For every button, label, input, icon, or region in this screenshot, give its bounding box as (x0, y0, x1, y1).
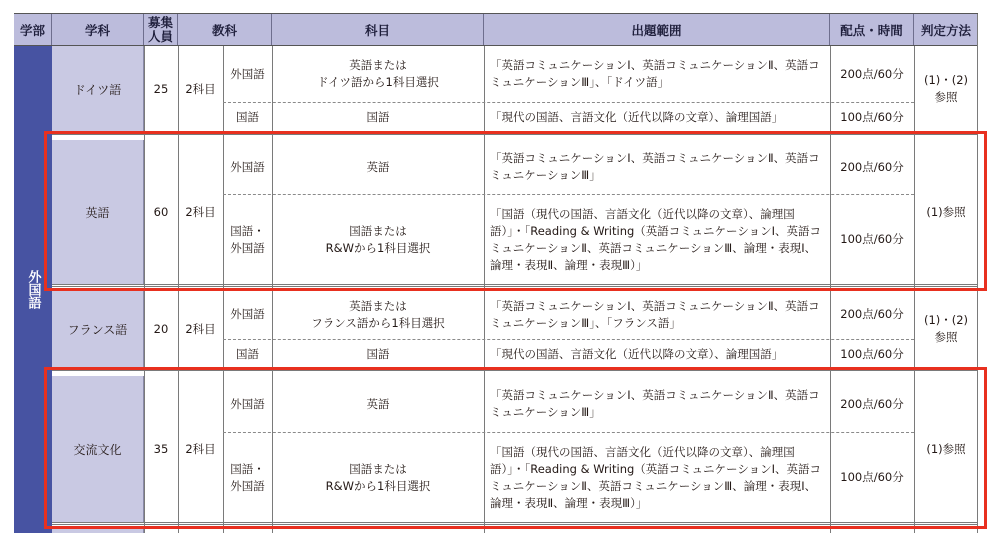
points-time: 200点/60分 (840, 159, 904, 174)
exam-range: 「現代の国語、言語文化（近代以降の文章）、論理国語」 (490, 346, 784, 361)
points-time: 200点/60分 (840, 396, 904, 411)
exam-range: 「国語（現代の国語、言語文化（近代以降の文章）、論理国語）」・「Reading & Writing（英語コミュニケーションⅠ、英語コミュニケーションⅡ、英語コミュニケーションⅢ、論理・表現Ⅰ、論理・表現Ⅱ、論理・表現Ⅲ）」 (490, 206, 821, 272)
header-subject: 科目 (272, 14, 484, 46)
points-time: 200点/60分 (840, 307, 904, 321)
judgement-method: (1)参照 (926, 441, 966, 456)
department-name: 交流文化 (52, 376, 144, 522)
department-name: 英語 (52, 140, 144, 284)
subject-name: 国語または R&Wから1科目選択 (325, 461, 431, 493)
capacity: 25 (153, 81, 169, 96)
subject-name: 英語 (366, 159, 390, 174)
num-subjects: 2科目 (185, 204, 216, 219)
num-subjects: 2科目 (185, 81, 216, 96)
subject-name: 国語 (366, 110, 390, 124)
subject-name: 英語または フランス語から1科目選択 (311, 298, 445, 330)
header-points: 配点・時間 (830, 14, 914, 46)
header-faculty: 学部 (14, 14, 52, 46)
highlight-box-cultural-exchange (44, 367, 987, 529)
header-capacity: 募集人員 (144, 14, 178, 46)
points-time: 100点/60分 (840, 470, 904, 484)
subject-category: 外国語 (230, 396, 265, 411)
capacity: 35 (153, 441, 169, 456)
header-department: 学科 (52, 14, 144, 46)
judgement-method: (1)参照 (926, 204, 966, 219)
points-time: 100点/60分 (840, 232, 904, 246)
subject-category: 国語・ 外国語 (230, 223, 265, 255)
exam-range: 「国語（現代の国語、言語文化（近代以降の文章）、論理国語）」・「Reading & Writing（英語コミュニケーションⅠ、英語コミュニケーションⅡ、英語コミュニケーションⅢ、論理・表現Ⅰ、論理・表現Ⅱ、論理・表現Ⅲ）」 (490, 444, 821, 510)
header-range: 出題範囲 (484, 14, 830, 46)
subject-category: 外国語 (230, 307, 265, 321)
num-subjects: 2科目 (185, 441, 216, 456)
subject-category: 国語 (236, 110, 259, 124)
subject-category: 国語・ 外国語 (230, 461, 265, 493)
subject-name: 英語 (366, 396, 390, 411)
subject-name: 英語または ドイツ語から1科目選択 (317, 58, 439, 89)
judgement-method: (1)・(2)参照 (923, 73, 969, 104)
department-name: フランス語 (52, 290, 144, 368)
subject-name: 国語 (366, 346, 390, 361)
judgement-method: (1)・(2)参照 (923, 313, 969, 344)
subject-name: 国語または R&Wから1科目選択 (325, 223, 431, 255)
exam-range: 「英語コミュニケーションⅠ、英語コミュニケーションⅡ、英語コミュニケーションⅢ」、「フランス語」 (490, 298, 820, 330)
subject-category: 外国語 (230, 66, 265, 81)
exam-range: 「英語コミュニケーションⅠ、英語コミュニケーションⅡ、英語コミュニケーションⅢ」、「ドイツ語」 (490, 58, 820, 89)
capacity: 20 (153, 321, 169, 336)
faculty-label: 外国語 (25, 270, 41, 309)
header-subject-group: 教科 (178, 14, 272, 46)
exam-range: 「現代の国語、言語文化（近代以降の文章）、論理国語」 (490, 110, 784, 124)
points-time: 100点/60分 (840, 110, 904, 124)
header-judgement: 判定方法 (914, 14, 978, 46)
num-subjects: 2科目 (185, 321, 216, 336)
points-time: 100点/60分 (840, 346, 904, 361)
subject-category: 外国語 (230, 159, 265, 174)
highlight-box-english (44, 131, 987, 291)
capacity: 60 (153, 204, 169, 219)
subject-category: 国語 (236, 346, 259, 361)
points-time: 200点/60分 (840, 66, 904, 81)
exam-range: 「英語コミュニケーションⅠ、英語コミュニケーションⅡ、英語コミュニケーションⅢ」 (490, 388, 820, 419)
department-name: ドイツ語 (52, 46, 144, 132)
exam-range: 「英語コミュニケーションⅠ、英語コミュニケーションⅡ、英語コミュニケーションⅢ」 (490, 151, 820, 182)
